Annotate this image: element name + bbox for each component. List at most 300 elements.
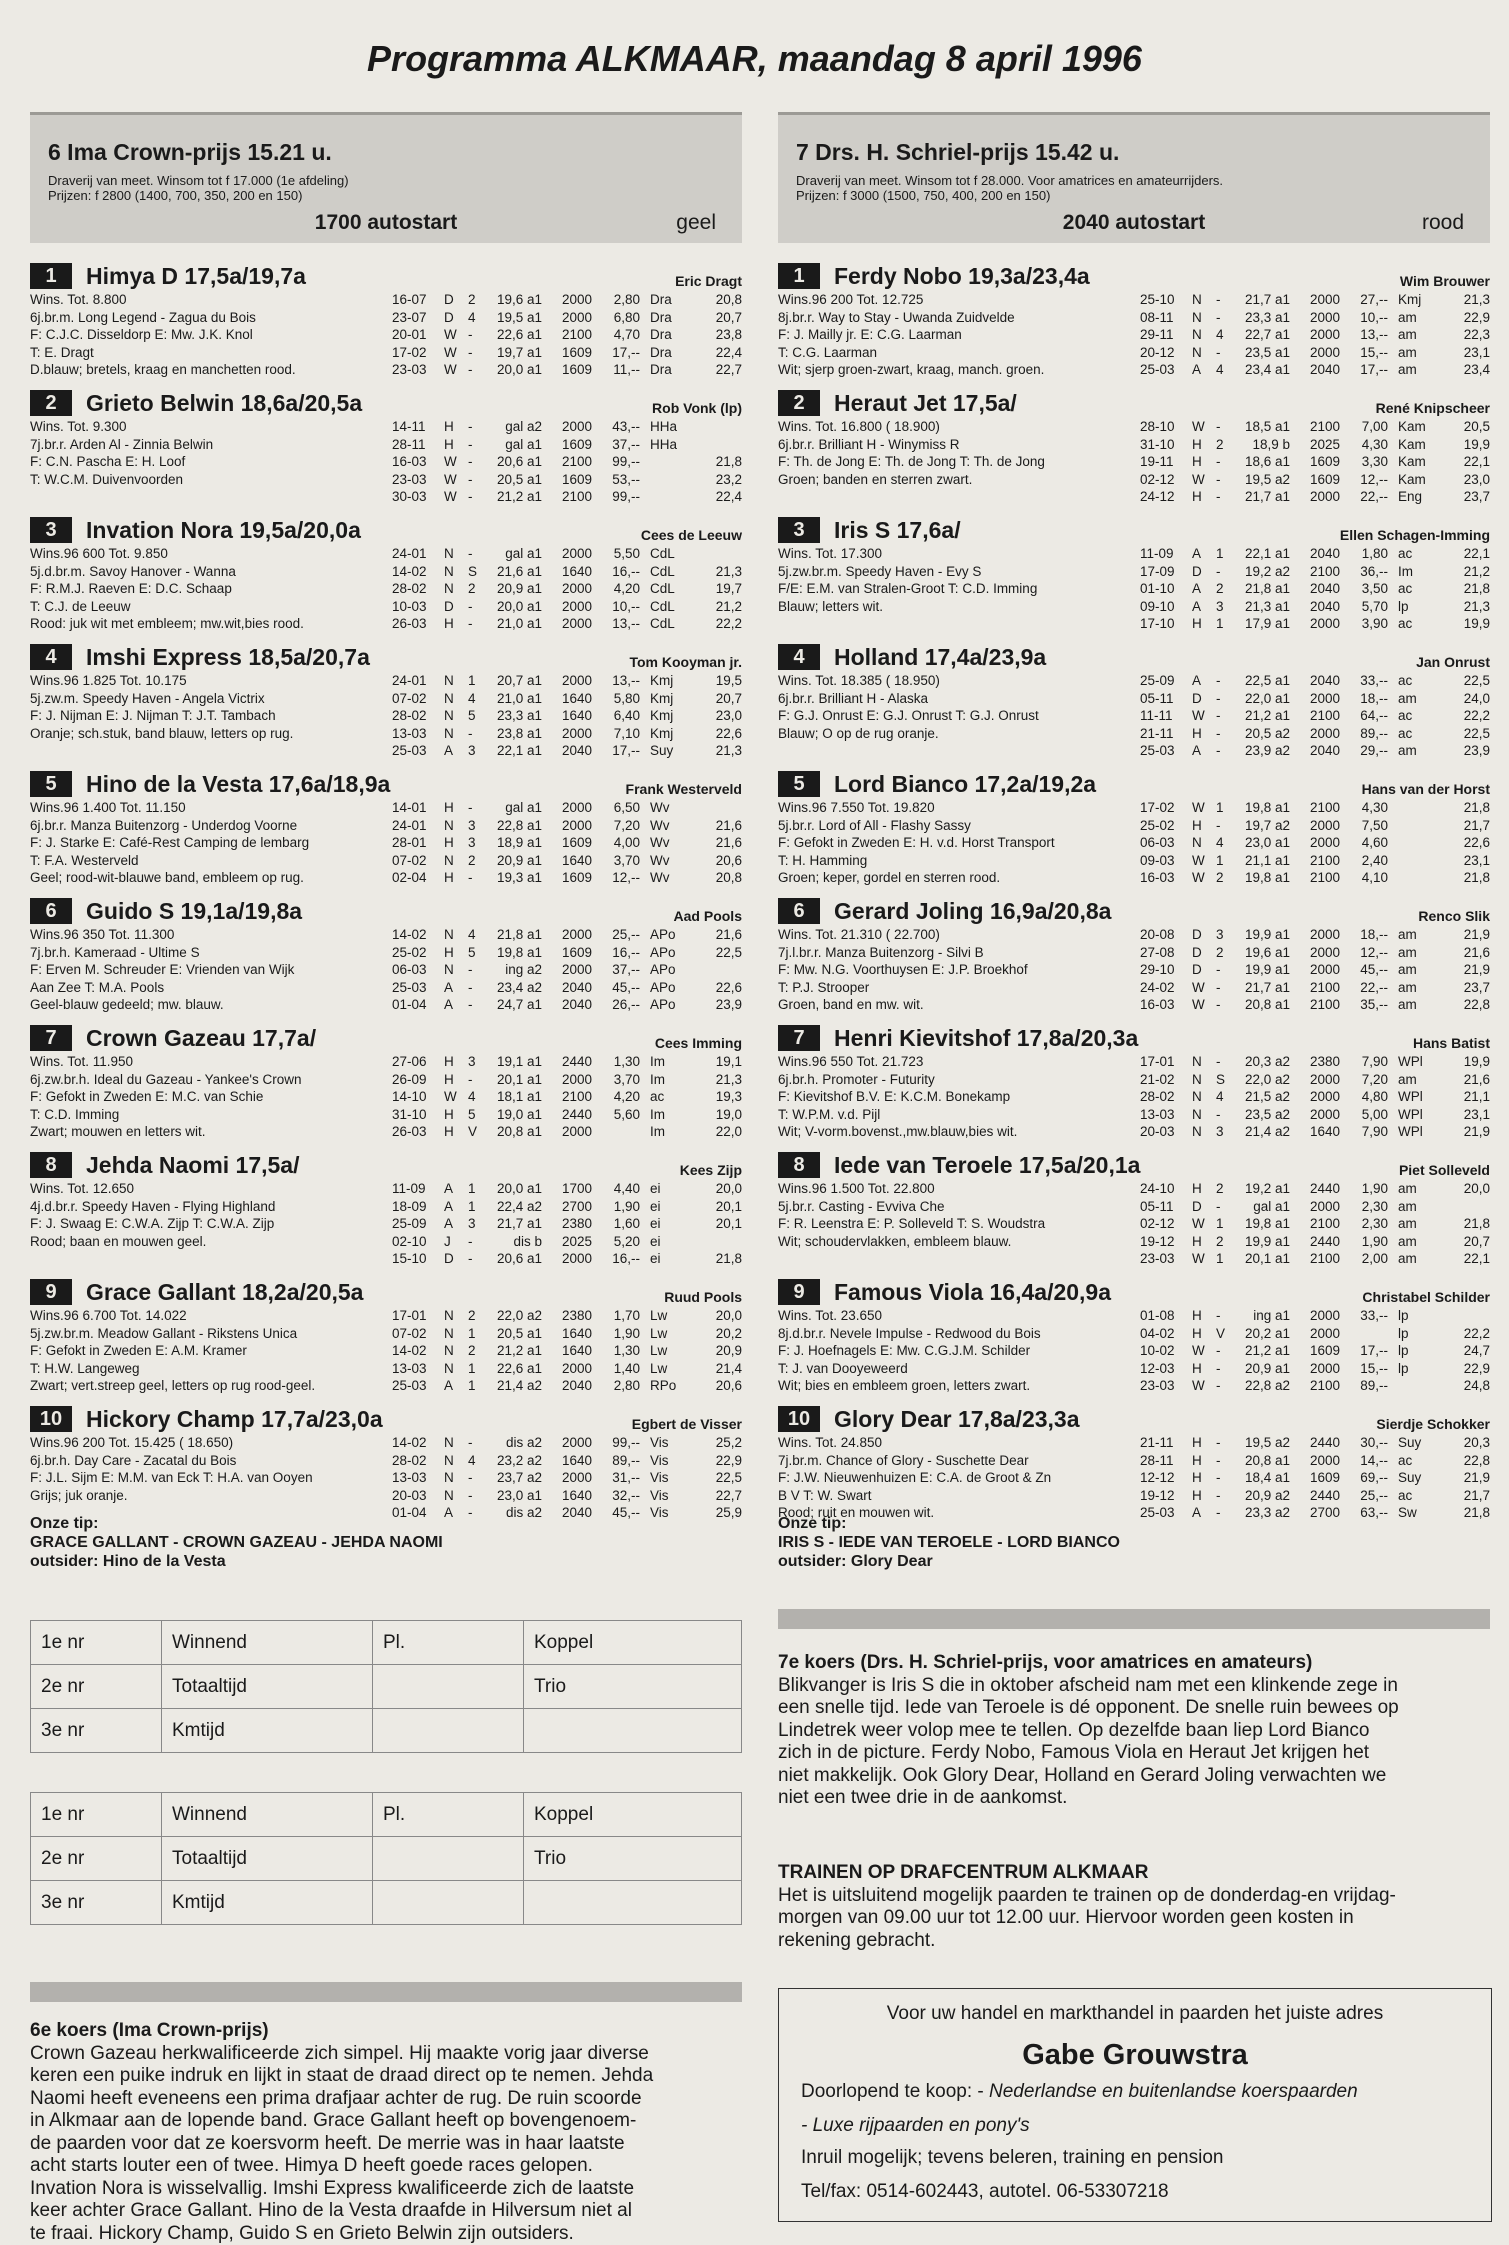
race-history-cell: 20-01 — [392, 326, 427, 344]
race-history-cell: 27-06 — [392, 1053, 427, 1071]
race-history-cell: 11-09 — [392, 1180, 426, 1198]
article-line: niet een twee drie in de aankomst. — [778, 1787, 1490, 1810]
race-history-cell: 2100 — [1296, 1250, 1340, 1268]
race-history-cell: N — [444, 672, 454, 690]
race-history-cell: 4,10 — [1343, 869, 1388, 887]
race-history-cell: Kmj — [650, 672, 673, 690]
race-history-cell: dis a2 — [488, 1504, 542, 1522]
horse-number: 7 — [778, 1025, 820, 1051]
race-history-cell: 1 — [468, 1377, 476, 1395]
race-history-cell: 13-03 — [392, 1360, 427, 1378]
race-history-cell: 23,0 — [1446, 471, 1490, 489]
bet-grid-2 — [30, 1792, 742, 1925]
race-history-cell: Im — [650, 1123, 665, 1141]
race-history-cell: 22,0 a2 — [1236, 1071, 1290, 1089]
race-history-cell: 25-10 — [1140, 291, 1175, 309]
race-history-cell: D — [1192, 1198, 1202, 1216]
race-history-cell: N — [444, 1307, 454, 1325]
race-history-cell: ing a2 — [488, 961, 542, 979]
race-history-cell: 22,6 — [1446, 834, 1490, 852]
race-history-cell: 10-02 — [1140, 1342, 1175, 1360]
horse-info-line: Grijs; juk oranje. — [30, 1487, 390, 1505]
horse-title: Invation Nora 19,5a/20,0a — [86, 517, 361, 543]
horse-info-line: Oranje; sch.stuk, band blauw, letters op rug. — [30, 725, 390, 743]
race-history-cell: 4 — [468, 309, 476, 327]
horse-name — [30, 1406, 383, 1432]
race-history-cell: N — [1192, 1106, 1202, 1124]
race-history-cell: 16,-- — [595, 944, 640, 962]
race-history-cell: 18,9 a1 — [488, 834, 542, 852]
race-history-cell: 19,9 — [1446, 615, 1490, 633]
horse-name — [778, 1025, 1138, 1051]
grid-cell: 3e nr — [31, 1709, 162, 1753]
race-history-cell: - — [1216, 309, 1221, 327]
grid-cell: Totaaltijd — [162, 1665, 373, 1709]
race-history-row — [1140, 361, 1490, 379]
horse-title: Grieto Belwin 18,6a/20,5a — [86, 390, 362, 416]
race-history-cell: W — [1192, 1377, 1205, 1395]
race-history-cell: 2000 — [548, 672, 592, 690]
race-history-cell: 22,0 a2 — [488, 1307, 542, 1325]
race-history-cell: am — [1398, 1233, 1417, 1251]
race-history-row — [392, 996, 742, 1014]
race-history-cell: 5 — [468, 1106, 476, 1124]
horse-info-line: T: F.A. Westerveld — [30, 852, 390, 870]
race-history-cell: 7,20 — [595, 817, 640, 835]
race-history-cell: 2 — [468, 1342, 476, 1360]
grid-cell: Totaaltijd — [162, 1837, 373, 1881]
race-history-cell: Im — [650, 1106, 665, 1124]
race-history-cell: 4,60 — [1343, 834, 1388, 852]
race-history-cell: 4 — [1216, 361, 1224, 379]
race-6-column — [30, 112, 742, 243]
race-history-cell: 17,9 a1 — [1236, 615, 1290, 633]
race-history-cell: 45,-- — [595, 979, 640, 997]
race-history-cell: Wv — [650, 869, 670, 887]
race-title: 7 Drs. H. Schriel-prijs 15.42 u. — [796, 139, 1119, 166]
race-history-cell: 21,1 a1 — [1236, 852, 1290, 870]
race-history-cell: Lw — [650, 1342, 667, 1360]
horse-info-line: T: P.J. Strooper — [778, 979, 1138, 997]
race-history-cell: 19,8 a1 — [1236, 869, 1290, 887]
driver-name: Cees Imming — [655, 1035, 742, 1051]
race-history — [1140, 1180, 1490, 1268]
race-history-cell: 25-03 — [1140, 361, 1175, 379]
horse-info-line: F: Kievitshof B.V. E: K.C.M. Bonekamp — [778, 1088, 1138, 1106]
race-history-cell: 21,2 a1 — [488, 488, 542, 506]
race-history-cell: 23,1 — [1446, 1106, 1490, 1124]
race-history-cell: 19,9 a1 — [1236, 926, 1290, 944]
race-history-row — [1140, 291, 1490, 309]
horse-name — [778, 1279, 1111, 1305]
race-history-cell: 5,00 — [1343, 1106, 1388, 1124]
race-history-cell: 22,2 — [1446, 707, 1490, 725]
race-history-cell: 16,-- — [595, 1250, 640, 1268]
race-history-cell: 25-02 — [392, 944, 427, 962]
race-history-cell: 23,9 — [698, 996, 742, 1014]
race-history-cell: 21,7 a1 — [1236, 488, 1290, 506]
horse-info-line: Geel-blauw gedeeld; mw. blauw. — [30, 996, 390, 1014]
race-history-cell: - — [1216, 1053, 1221, 1071]
horse-info-line: Wins.96 200 Tot. 12.725 — [778, 291, 1138, 309]
race-history-cell: 1 — [1216, 852, 1224, 870]
race-history-row — [392, 707, 742, 725]
race-history-cell: 5 — [468, 707, 476, 725]
horse-number: 8 — [30, 1152, 72, 1178]
race-history-cell: 07-02 — [392, 1325, 427, 1343]
horse-info-line: Wins.96 200 Tot. 15.425 ( 18.650) — [30, 1434, 390, 1452]
horse-info-line: 6j.br.r. Brilliant H - Winymiss R — [778, 436, 1138, 454]
race-history-cell: 2 — [1216, 869, 1224, 887]
race-history-row — [392, 725, 742, 743]
race-history-cell: 3 — [1216, 926, 1224, 944]
race-history-cell: 2100 — [1296, 979, 1340, 997]
race-history-cell: 2000 — [548, 291, 592, 309]
race-history-cell: 22,1 — [1446, 453, 1490, 471]
race-history-cell: 1 — [468, 672, 476, 690]
race-history-cell: - — [468, 1250, 473, 1268]
race-history-cell: 1,90 — [1343, 1233, 1388, 1251]
race-history-cell: Dra — [650, 361, 672, 379]
race-history-row — [1140, 1434, 1490, 1452]
race-history-cell: H — [1192, 817, 1202, 835]
race-history-cell: 01-04 — [392, 1504, 427, 1522]
race-history-cell: - — [468, 1434, 473, 1452]
driver-name: Renco Slik — [1418, 908, 1490, 924]
race-history-row — [392, 453, 742, 471]
race-history-cell: 1 — [1216, 799, 1224, 817]
race-history-cell: A — [444, 1198, 453, 1216]
race-history-cell: 14-02 — [392, 563, 427, 581]
race-history-cell: 20,9 — [698, 1342, 742, 1360]
race-history — [1140, 1053, 1490, 1141]
race-history-cell: 2000 — [548, 961, 592, 979]
race-history-cell: 22,5 — [1446, 672, 1490, 690]
horse-name — [778, 1152, 1140, 1178]
race-history-cell: Wv — [650, 834, 670, 852]
race-history-row — [392, 742, 742, 760]
race-history-cell: 22,6 a1 — [488, 326, 542, 344]
race-history-cell: - — [1216, 488, 1221, 506]
horse-info — [30, 799, 390, 887]
race-history-cell: A — [444, 742, 453, 760]
race-history-cell: lp — [1398, 1325, 1409, 1343]
race-history-cell: - — [1216, 1434, 1221, 1452]
race-history-cell: 12,-- — [1343, 471, 1388, 489]
race-history-cell: 22,8 — [1446, 1452, 1490, 1470]
race-history-cell: CdL — [650, 580, 675, 598]
race-history-cell: 21,8 — [698, 453, 742, 471]
horse-number: 4 — [778, 644, 820, 670]
race-history-row — [392, 1325, 742, 1343]
horse-info-line: Wins. Tot. 23.650 — [778, 1307, 1138, 1325]
race-history-row — [392, 869, 742, 887]
race-history-cell: 19,7 a1 — [488, 344, 542, 362]
race-history-cell: Im — [650, 1071, 665, 1089]
race-history-row — [1140, 1088, 1490, 1106]
race-history-cell: 2100 — [1296, 563, 1340, 581]
race-history-cell: H — [1192, 725, 1202, 743]
race-history-cell: 1 — [468, 1325, 476, 1343]
race-history-cell: D — [444, 1250, 454, 1268]
horse-info-line: 6j.br.r. Brilliant H - Alaska — [778, 690, 1138, 708]
race-history-cell: ac — [1398, 615, 1412, 633]
race-history-cell: am — [1398, 996, 1417, 1014]
race-history-row — [1140, 1452, 1490, 1470]
race-history-cell: 21,6 — [698, 926, 742, 944]
race-history-cell: H — [1192, 1325, 1202, 1343]
race-history-cell: N — [1192, 309, 1202, 327]
race-history-cell: 2440 — [1296, 1233, 1340, 1251]
race-history-row — [1140, 1469, 1490, 1487]
race-history-cell: 5,80 — [595, 690, 640, 708]
race-history-cell: W — [1192, 1250, 1205, 1268]
race-history-cell: 2 — [468, 852, 476, 870]
race-history-cell: 25-03 — [1140, 1504, 1175, 1522]
horse-title: Grace Gallant 18,2a/20,5a — [86, 1279, 363, 1305]
race-history-cell: HHa — [650, 436, 677, 454]
race-history-cell: 24,7 a1 — [488, 996, 542, 1014]
race-history-row — [392, 672, 742, 690]
race-history-cell: N — [1192, 1053, 1202, 1071]
horse-info-line: Wins. Tot. 16.800 ( 18.900) — [778, 418, 1138, 436]
race-history-cell: 23,2 a2 — [488, 1452, 542, 1470]
race-history-cell: - — [1216, 1198, 1221, 1216]
race-history-row — [1140, 545, 1490, 563]
race-history-cell: A — [444, 1180, 453, 1198]
race-history-cell: 21-11 — [1140, 1434, 1174, 1452]
race-history-cell: N — [444, 817, 454, 835]
race-history-cell: 2040 — [548, 996, 592, 1014]
horse-name — [778, 390, 1017, 416]
race-history-cell: - — [1216, 1106, 1221, 1124]
race-history-cell: ei — [650, 1215, 661, 1233]
article-heading: 7e koers (Drs. H. Schriel-prijs, voor amatrices en amateurs) — [778, 1652, 1490, 1675]
article-line: Lindetrek weer volop mee te tellen. Op dezelfde baan liep Lord Bianco — [778, 1720, 1490, 1743]
race-history-cell: 21,4 — [698, 1360, 742, 1378]
horse-info-line: 8j.br.r. Way to Stay - Uwanda Zuidvelde — [778, 309, 1138, 327]
race-history-cell: 20,2 a1 — [1236, 1325, 1290, 1343]
training-line: morgen van 09.00 uur tot 12.00 uur. Hiervoor worden geen kosten in — [778, 1907, 1490, 1930]
horse-info-line: 5j.d.br.m. Savoy Hanover - Wanna — [30, 563, 390, 581]
horse-info-line: F: Erven M. Schreuder E: Vrienden van Wijk — [30, 961, 390, 979]
race-history-cell: 1,60 — [595, 1215, 640, 1233]
driver-name: Christabel Schilder — [1362, 1289, 1490, 1305]
race-history-cell: am — [1398, 742, 1417, 760]
race-history-cell: 07-02 — [392, 690, 427, 708]
driver-name: Tom Kooyman jr. — [629, 654, 742, 670]
race-history-cell: 1640 — [548, 707, 592, 725]
race-history-cell: 4,30 — [1343, 799, 1388, 817]
race-history — [1140, 1307, 1490, 1395]
race-history-cell: 2100 — [1296, 707, 1340, 725]
horse-info-line: Wit; bies en embleem groen, letters zwart. — [778, 1377, 1138, 1395]
race-history-cell: 24,7 — [1446, 1342, 1490, 1360]
race-history-cell: 64,-- — [1343, 707, 1388, 725]
race-history-row — [392, 1360, 742, 1378]
race-history-cell: 2,00 — [1343, 1250, 1388, 1268]
race-history-cell: 20,6 a1 — [488, 1250, 542, 1268]
race-history-cell: ac — [1398, 707, 1412, 725]
race-history-cell: 12-03 — [1140, 1360, 1175, 1378]
article-race-6 — [30, 2020, 742, 2245]
race-history-cell: 22,6 — [698, 979, 742, 997]
race-history-cell: S — [468, 563, 477, 581]
race-history-cell: - — [1216, 1342, 1221, 1360]
horse-info — [778, 926, 1138, 1014]
race-history-cell: 22,5 a1 — [1236, 672, 1290, 690]
horse-name — [30, 771, 390, 797]
race-history-cell: - — [1216, 1469, 1221, 1487]
race-history-cell: 23,5 a1 — [1236, 344, 1290, 362]
race-history-cell: 3 — [468, 817, 476, 835]
race-tip — [778, 1514, 1490, 1571]
race-history-cell: W — [444, 344, 457, 362]
horse-info — [30, 926, 390, 1014]
race-color: geel — [676, 211, 716, 235]
race-history — [392, 1053, 742, 1141]
race-history-cell: 21,0 a1 — [488, 615, 542, 633]
race-history — [392, 672, 742, 760]
horse-info-line: F: Th. de Jong E: Th. de Jong T: Th. de Jong — [778, 453, 1138, 471]
race-history-cell: 19,5 a2 — [1236, 471, 1290, 489]
horse-name — [30, 263, 306, 289]
race-history-cell: H — [1192, 453, 1202, 471]
race-history-cell: 11-11 — [1140, 707, 1173, 725]
race-history-row — [392, 1452, 742, 1470]
race-history-cell: 2000 — [1296, 926, 1340, 944]
race-history-cell: 2000 — [548, 598, 592, 616]
race-history-cell: 25,-- — [1343, 1487, 1388, 1505]
race-history-cell: 25-09 — [392, 1215, 427, 1233]
race-history-cell: 18,6 a1 — [1236, 453, 1290, 471]
race-history-cell: Lw — [650, 1307, 667, 1325]
race-history-cell: lp — [1398, 1307, 1409, 1325]
ad-sale-prefix: Doorlopend te koop: - — [801, 2081, 989, 2102]
race-history-cell: H — [444, 1071, 454, 1089]
horse-info-line: Wins. Tot. 12.650 — [30, 1180, 390, 1198]
race-history-cell: H — [1192, 488, 1202, 506]
race-history-cell: 22,9 — [1446, 309, 1490, 327]
race-history-cell: - — [1216, 1452, 1221, 1470]
race-history-cell: 20-12 — [1140, 344, 1175, 362]
race-history-cell: 20,5 — [1446, 418, 1490, 436]
race-history — [1140, 672, 1490, 760]
race-history-cell: N — [1192, 1088, 1202, 1106]
race-history-cell: 1 — [1216, 1250, 1224, 1268]
race-history-row — [392, 1053, 742, 1071]
race-history-cell: 04-02 — [1140, 1325, 1175, 1343]
horse-title: Holland 17,4a/23,9a — [834, 644, 1046, 670]
race-history-cell: 19,9 — [1446, 1053, 1490, 1071]
race-history-cell: 25-03 — [392, 979, 427, 997]
race-history-cell: 1609 — [1296, 1342, 1340, 1360]
race-history-cell: 2000 — [1296, 1325, 1340, 1343]
horse-info-line: Groen; banden en sterren zwart. — [778, 471, 1138, 489]
race-history-cell: 2380 — [548, 1215, 592, 1233]
race-history-cell: 89,-- — [1343, 1377, 1388, 1395]
horse-info-line: 5j.br.r. Casting - Evviva Che — [778, 1198, 1138, 1216]
race-history-row — [1140, 869, 1490, 887]
race-history-cell: 3,50 — [1343, 580, 1388, 598]
race-history-cell: - — [1216, 291, 1221, 309]
race-history-cell: 3 — [468, 834, 476, 852]
race-history-cell: 19,7 — [698, 580, 742, 598]
race-history-cell: 17-01 — [392, 1307, 427, 1325]
race-history-cell: - — [1216, 344, 1221, 362]
grid-cell: Winnend — [162, 1793, 373, 1837]
race-history — [1140, 418, 1490, 506]
race-history-cell: 1609 — [548, 471, 592, 489]
race-history-cell: 22,7 — [698, 361, 742, 379]
race-history-cell: 1 — [1216, 1215, 1224, 1233]
race-history-cell: 19,5 — [698, 672, 742, 690]
driver-name: Ellen Schagen-Imming — [1340, 527, 1490, 543]
race-history-cell: 2100 — [1296, 1377, 1340, 1395]
race-history-cell: 20,2 — [698, 1325, 742, 1343]
race-history-cell: Suy — [650, 742, 673, 760]
race-history-cell: 23,5 a2 — [1236, 1106, 1290, 1124]
race-history-cell: APo — [650, 961, 676, 979]
race-history-cell: 3 — [468, 742, 476, 760]
race-history-cell: - — [1216, 563, 1221, 581]
driver-name: Ruud Pools — [664, 1289, 742, 1305]
race-history-cell: 2 — [1216, 436, 1224, 454]
race-history-cell: 1609 — [548, 834, 592, 852]
horse-info-line: F: J. Mailly jr. E: C.G. Laarman — [778, 326, 1138, 344]
race-history-cell: H — [1192, 1452, 1202, 1470]
race-history-cell: 23,0 — [698, 707, 742, 725]
race-history-cell: 18,5 a1 — [1236, 418, 1290, 436]
horse-info — [30, 545, 390, 633]
race-history-cell: 21,7 — [1446, 817, 1490, 835]
horse-title: Heraut Jet 17,5a/ — [834, 390, 1017, 416]
race-history-cell: WPl — [1398, 1106, 1423, 1124]
race-history-cell: 1,90 — [595, 1325, 640, 1343]
race-history-row — [392, 1215, 742, 1233]
race-history-cell: 13-03 — [392, 1469, 427, 1487]
grid-cell: Pl. — [373, 1621, 524, 1665]
race-history-cell: 23,9 — [1446, 742, 1490, 760]
horse-name — [778, 517, 961, 543]
race-history-cell: 19,9 a1 — [1236, 1233, 1290, 1251]
race-history-cell: Dra — [650, 344, 672, 362]
grid-cell: Kmtijd — [162, 1881, 373, 1925]
race-history-row — [1140, 1325, 1490, 1343]
race-history-cell: 23,4 a2 — [488, 979, 542, 997]
race-history-cell: RPo — [650, 1377, 676, 1395]
race-history-row — [1140, 1053, 1490, 1071]
race-history-cell: Suy — [1398, 1469, 1421, 1487]
race-history-cell: 23,3 a2 — [1236, 1504, 1290, 1522]
race-history-cell: 14-02 — [392, 1342, 427, 1360]
race-history-cell: 2700 — [1296, 1504, 1340, 1522]
race-history-cell: 12,-- — [1343, 944, 1388, 962]
race-history-cell: A — [444, 1215, 453, 1233]
race-history-cell: 13-03 — [1140, 1106, 1175, 1124]
horse-name — [30, 1025, 316, 1051]
race-history-cell: 20,8 a1 — [1236, 1452, 1290, 1470]
race-history-cell: W — [1192, 852, 1205, 870]
race-history-cell: 6,40 — [595, 707, 640, 725]
horse-info-line: 7j.br.h. Kameraad - Ultime S — [30, 944, 390, 962]
grid-cell: Koppel — [524, 1793, 742, 1837]
race-history-cell: 21,2 a1 — [1236, 1342, 1290, 1360]
race-history-cell: 21,2 — [1446, 563, 1490, 581]
race-history-cell: am — [1398, 1250, 1417, 1268]
race-history-cell: 69,-- — [1343, 1469, 1388, 1487]
race-history-cell: 24,0 — [1446, 690, 1490, 708]
